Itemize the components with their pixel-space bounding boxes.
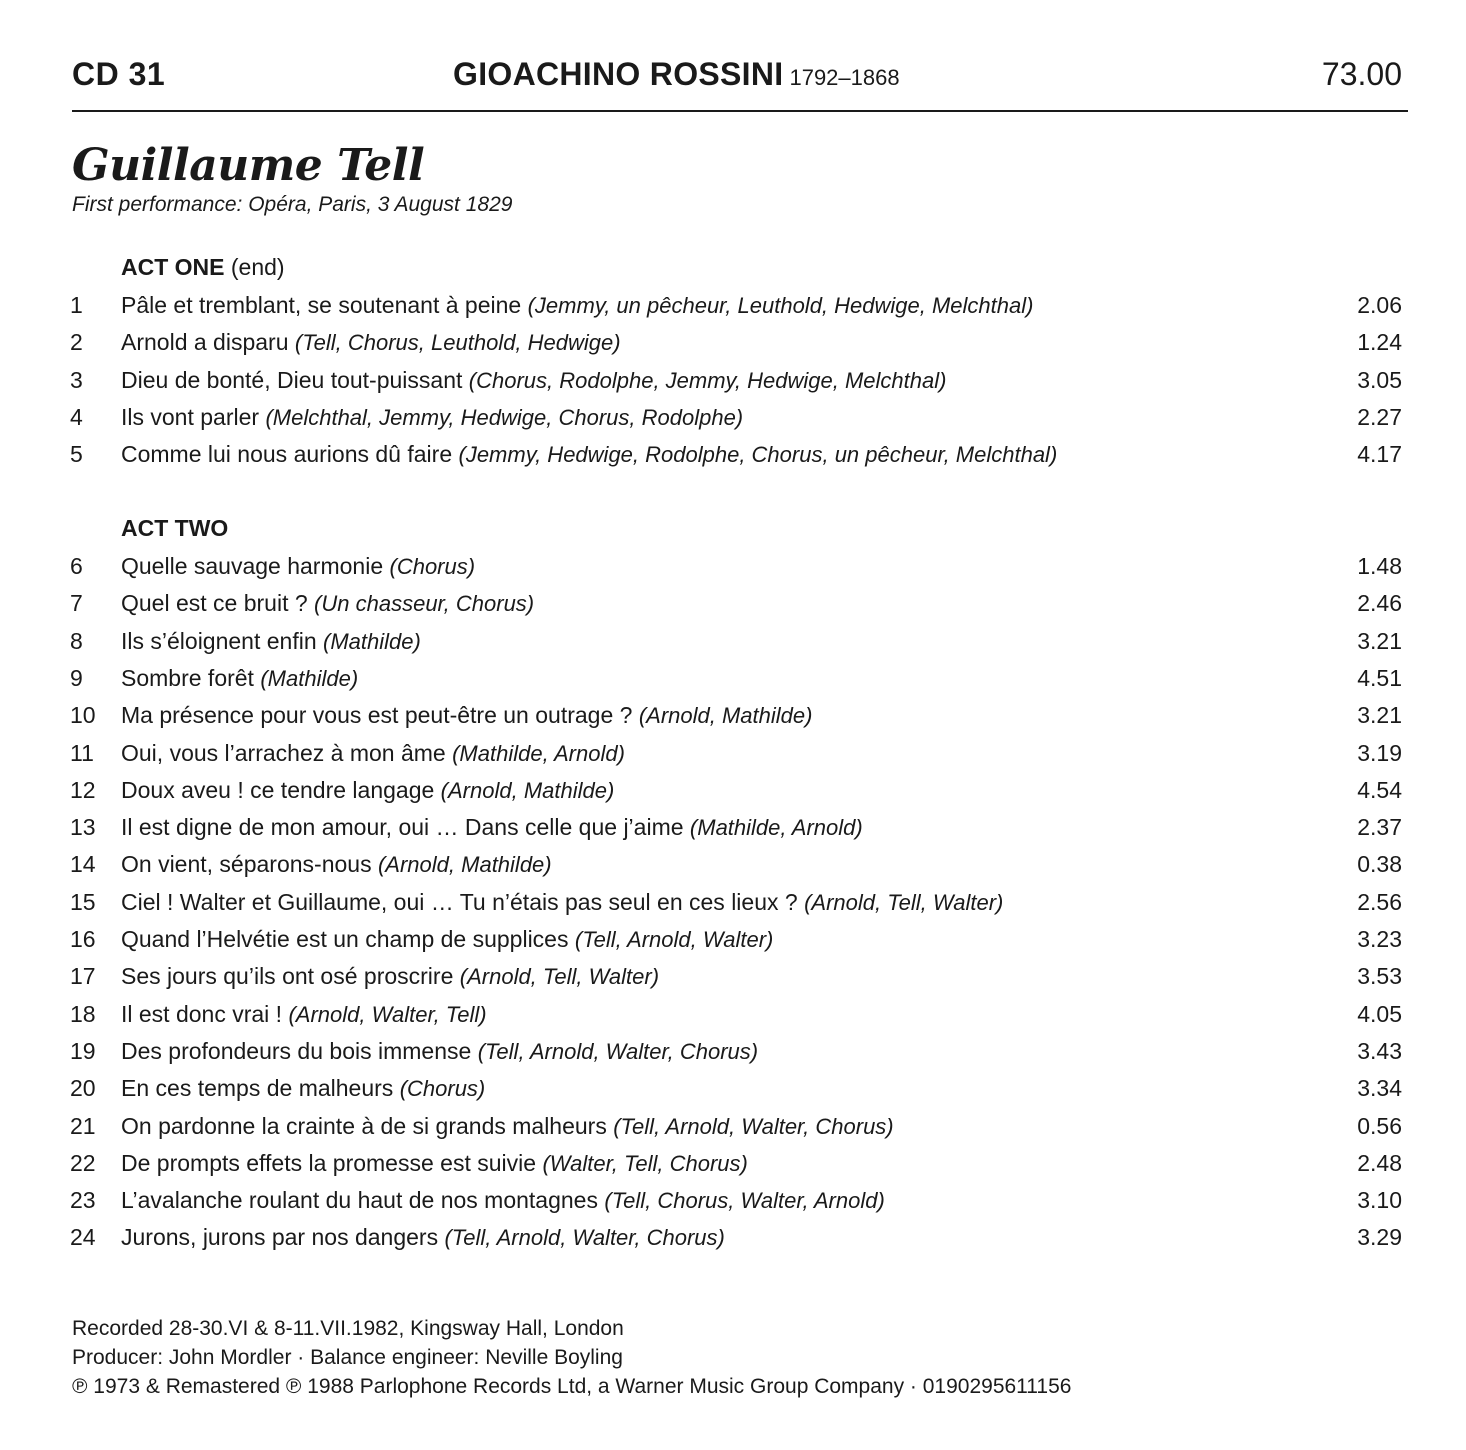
track-roles: (Mathilde, Arnold) [689, 815, 863, 841]
track-duration: 4.51 [1357, 664, 1402, 691]
track-duration: 3.23 [1357, 926, 1402, 952]
track-title-group [121, 553, 475, 580]
track-title: Sombre forêt [121, 664, 254, 691]
track-title: Dieu de bonté, Dieu tout-puissant [121, 366, 463, 393]
composer-dates: 1792–1868 [789, 65, 900, 90]
track-roles: (Chorus) [389, 554, 476, 579]
track-title-group [121, 329, 621, 356]
page-header [72, 48, 1408, 112]
producer-info: Producer: John Mordler · Balance engineer: Neville Boyling [72, 1346, 623, 1369]
recording-info: Recorded 28-30.VI & 8-11.VII.1982, Kingsway Hall, London [72, 1317, 624, 1340]
track-number: 20 [70, 1075, 96, 1102]
track-number: 7 [70, 590, 83, 617]
track-row [70, 404, 1402, 441]
track-roles: (Arnold, Mathilde) [440, 777, 615, 803]
track-row [70, 329, 1402, 366]
track-duration: 2.46 [1357, 590, 1402, 617]
track-row [70, 963, 1402, 1000]
track-number: 6 [70, 553, 83, 579]
track-row [70, 1224, 1402, 1261]
track-roles: (Mathilde, Arnold) [452, 740, 625, 766]
act-name: ACT ONE [121, 254, 225, 280]
track-roles: (Arnold, Mathilde) [377, 852, 552, 878]
track-title-group [121, 702, 812, 729]
track-number: 21 [70, 1112, 96, 1139]
track-row [70, 889, 1402, 926]
track-title: Ciel ! Walter et Guillaume, oui … Tu n’étais pas seul en ces lieux ? [121, 888, 798, 915]
track-row [70, 1038, 1402, 1075]
track-title-group [121, 404, 743, 431]
track-title: Ils s’éloignent enfin [121, 627, 317, 654]
act-heading [121, 254, 285, 281]
track-row [70, 628, 1402, 665]
track-title-group [121, 1001, 487, 1028]
premiere-info: First performance: Opéra, Paris, 3 August 1829 [72, 193, 513, 216]
track-title: L’avalanche roulant du haut de nos montagnes [121, 1187, 598, 1214]
track-roles: (Arnold, Mathilde) [638, 703, 813, 729]
track-number: 1 [70, 292, 83, 318]
track-duration: 3.21 [1357, 627, 1402, 654]
track-row [70, 926, 1402, 963]
track-row [70, 702, 1402, 739]
track-roles: (Mathilde) [260, 665, 359, 691]
track-title: Jurons, jurons par nos dangers [121, 1224, 439, 1251]
track-roles: (Walter, Tell, Chorus) [542, 1150, 748, 1176]
track-title: Quelle sauvage harmonie [121, 553, 384, 579]
track-duration: 3.34 [1357, 1075, 1402, 1102]
track-duration: 3.29 [1357, 1224, 1402, 1251]
track-row [70, 814, 1402, 851]
track-number: 13 [70, 814, 96, 841]
track-roles: (Un chasseur, Chorus) [314, 591, 535, 617]
act-heading [121, 515, 228, 542]
track-number: 9 [70, 664, 83, 691]
cd-number: CD 31 [72, 56, 166, 92]
track-number: 17 [70, 963, 96, 990]
track-title-group [121, 1113, 894, 1140]
track-title-group [121, 889, 1003, 916]
composer-name: GIOACHINO ROSSINI [453, 56, 784, 92]
track-title-group [121, 1187, 885, 1214]
track-row [70, 441, 1402, 478]
track-duration: 2.48 [1357, 1149, 1402, 1176]
track-title: On pardonne la crainte à de si grands malheurs [121, 1112, 607, 1139]
track-number: 22 [70, 1149, 96, 1176]
track-title-group [121, 777, 614, 804]
track-row [70, 292, 1402, 329]
track-title: Ses jours qu’ils ont osé proscrire [121, 963, 454, 990]
track-title: Quand l’Helvétie est un champ de supplices [121, 926, 569, 952]
act-name: ACT TWO [121, 515, 229, 541]
track-number: 2 [70, 329, 83, 356]
track-title-group [121, 665, 358, 692]
track-duration: 0.38 [1357, 851, 1402, 878]
track-row [70, 665, 1402, 702]
track-title: Pâle et tremblant, se soutenant à peine [121, 292, 522, 318]
track-row [70, 1187, 1402, 1224]
track-roles: (Arnold, Walter, Tell) [288, 1001, 487, 1027]
track-title: Il est digne de mon amour, oui … Dans celle que j’aime [121, 814, 684, 841]
track-title: Il est donc vrai ! [121, 1000, 283, 1027]
track-title-group [121, 441, 1057, 468]
track-roles: (Tell, Arnold, Walter, Chorus) [444, 1225, 725, 1251]
track-number: 4 [70, 403, 83, 430]
track-roles: (Tell, Arnold, Walter, Chorus) [477, 1038, 759, 1064]
track-row [70, 740, 1402, 777]
track-number: 5 [70, 441, 83, 468]
track-title-group [121, 926, 773, 953]
track-number: 15 [70, 888, 96, 915]
track-title-group [121, 1224, 725, 1251]
track-title: En ces temps de malheurs [121, 1075, 394, 1102]
track-roles: (Arnold, Tell, Walter) [459, 964, 660, 990]
track-duration: 4.54 [1357, 776, 1402, 803]
track-title-group [121, 963, 659, 990]
track-duration: 1.24 [1357, 329, 1402, 356]
track-row [70, 777, 1402, 814]
track-row [70, 1075, 1402, 1112]
work-title: Guillaume Tell [72, 140, 425, 191]
track-title-group [121, 1038, 758, 1065]
track-number: 12 [70, 776, 96, 803]
track-duration: 2.37 [1357, 814, 1402, 841]
track-title: Des profondeurs du bois immense [121, 1037, 472, 1064]
track-roles: (Arnold, Tell, Walter) [804, 889, 1004, 915]
track-number: 16 [70, 926, 96, 952]
track-number: 3 [70, 366, 83, 393]
track-title-group [121, 590, 534, 617]
track-title-group [121, 814, 863, 841]
track-roles: (Tell, Chorus, Walter, Arnold) [604, 1188, 885, 1214]
track-title: Arnold a disparu [121, 329, 289, 356]
track-duration: 2.06 [1357, 292, 1402, 318]
track-title-group [121, 1150, 748, 1177]
track-title: Doux aveu ! ce tendre langage [121, 776, 435, 803]
track-row [70, 1001, 1402, 1038]
track-number: 23 [70, 1187, 96, 1214]
track-title-group [121, 628, 421, 655]
track-duration: 0.56 [1357, 1112, 1402, 1139]
track-row [70, 553, 1402, 590]
total-time: 73.00 [1321, 56, 1402, 92]
track-duration: 1.48 [1357, 553, 1402, 579]
track-duration: 2.56 [1357, 888, 1402, 915]
track-number: 14 [70, 851, 96, 878]
track-number: 19 [70, 1037, 96, 1064]
track-row [70, 1150, 1402, 1187]
track-duration: 3.43 [1357, 1037, 1402, 1064]
credits [72, 1314, 1071, 1401]
track-duration: 3.53 [1357, 963, 1402, 990]
track-number: 24 [70, 1224, 96, 1251]
track-roles: (Jemmy, Hedwige, Rodolphe, Chorus, un pêcheur, Melchthal) [458, 442, 1058, 468]
track-duration: 3.05 [1357, 366, 1402, 393]
track-number: 8 [70, 627, 83, 654]
track-title: Quel est ce bruit ? [121, 590, 308, 617]
track-roles: (Tell, Chorus, Leuthold, Hedwige) [294, 330, 621, 356]
track-roles: (Jemmy, un pêcheur, Leuthold, Hedwige, Melchthal) [527, 293, 1034, 318]
track-title-group [121, 851, 552, 878]
track-title: Oui, vous l’arrachez à mon âme [121, 739, 446, 766]
track-title: Ma présence pour vous est peut-être un outrage ? [121, 702, 633, 729]
track-title-group [121, 1075, 485, 1102]
track-row [70, 1113, 1402, 1150]
track-title: On vient, séparons-nous [121, 851, 372, 878]
track-title-group [121, 367, 946, 394]
composer-heading [453, 56, 900, 93]
track-row [70, 590, 1402, 627]
track-roles: (Melchthal, Jemmy, Hedwige, Chorus, Rodolphe) [265, 404, 744, 430]
track-row [70, 367, 1402, 404]
track-roles: (Tell, Arnold, Walter, Chorus) [613, 1113, 894, 1139]
track-roles: (Mathilde) [323, 628, 421, 654]
track-title-group [121, 740, 625, 767]
track-title: Comme lui nous aurions dû faire [121, 441, 453, 468]
track-title: Ils vont parler [121, 403, 260, 430]
track-duration: 2.27 [1357, 403, 1402, 430]
track-number: 18 [70, 1000, 96, 1027]
copyright-info: ℗ 1973 & Remastered ℗ 1988 Parlophone Records Ltd, a Warner Music Group Company · 0190295611156 [72, 1375, 1072, 1398]
track-title-group [121, 292, 1033, 319]
act-note: (end) [230, 254, 285, 280]
track-roles: (Tell, Arnold, Walter) [574, 927, 774, 952]
track-row [70, 851, 1402, 888]
track-duration: 3.19 [1357, 739, 1402, 766]
track-roles: (Chorus) [399, 1076, 486, 1102]
track-duration: 3.21 [1357, 702, 1402, 729]
track-number: 11 [70, 739, 94, 766]
track-duration: 4.17 [1357, 441, 1402, 468]
track-duration: 4.05 [1357, 1000, 1402, 1027]
track-title: De prompts effets la promesse est suivie [121, 1149, 537, 1176]
track-duration: 3.10 [1357, 1187, 1402, 1214]
track-number: 10 [70, 702, 96, 729]
track-roles: (Chorus, Rodolphe, Jemmy, Hedwige, Melchthal) [468, 367, 947, 393]
